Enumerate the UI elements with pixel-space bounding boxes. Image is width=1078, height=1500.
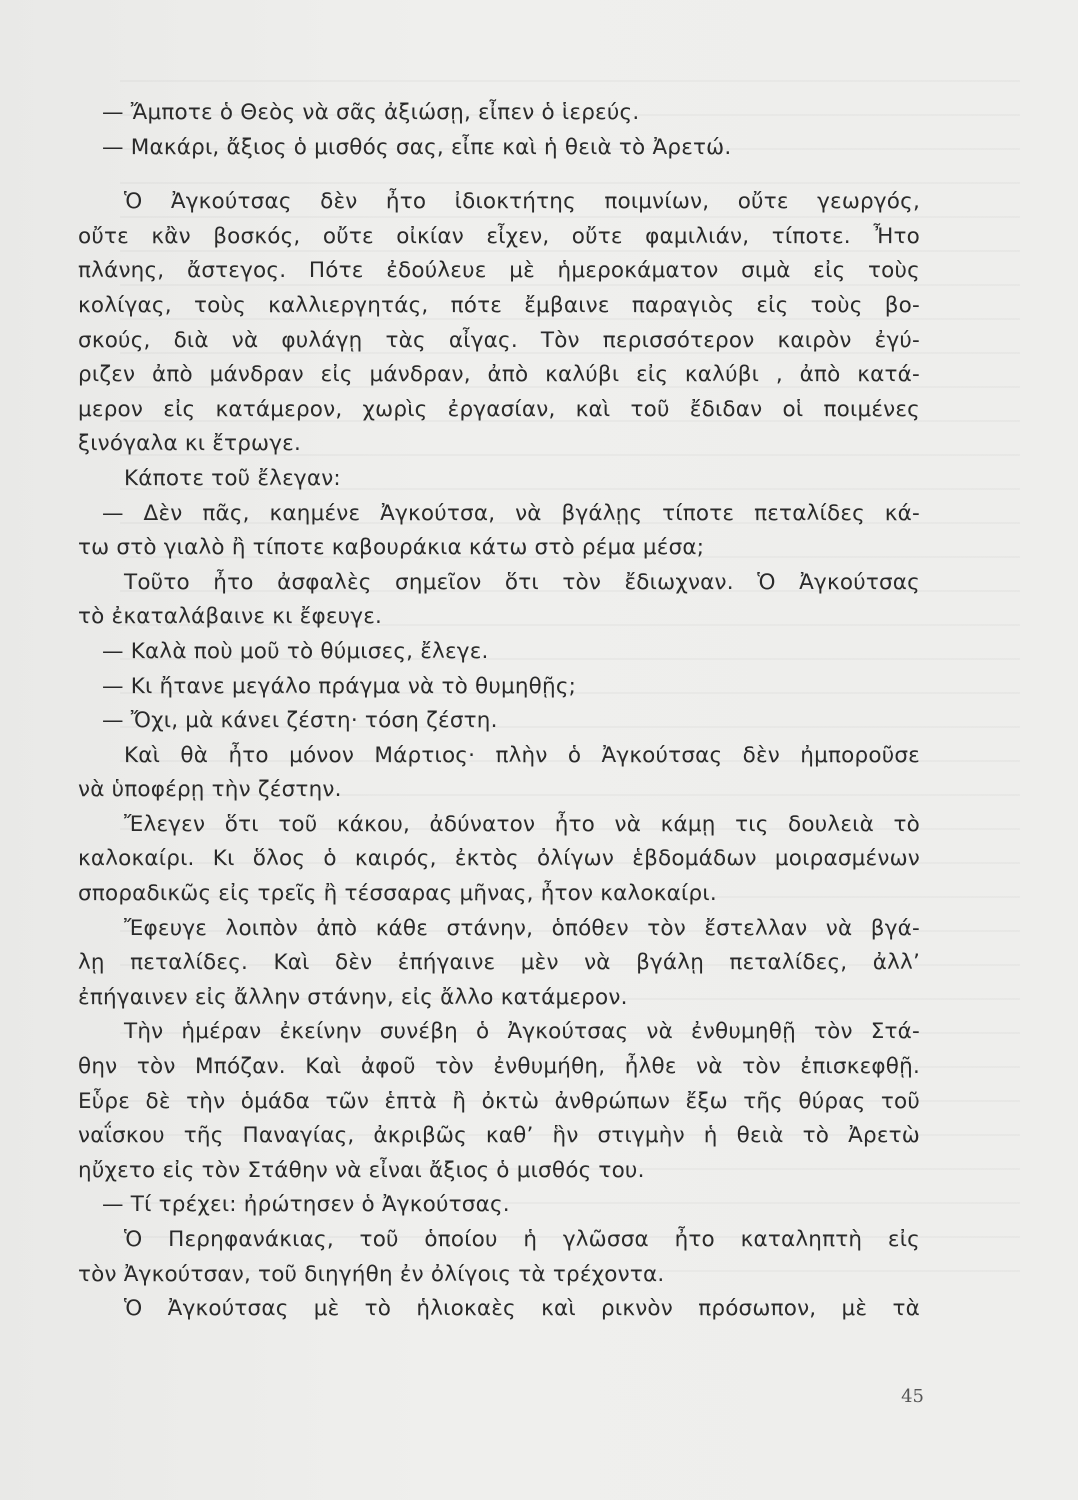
- text-line: σποραδικῶς εἰς τρεῖς ἢ τέσσαρας μῆνας, ἦτον καλοκαίρι.: [78, 881, 717, 907]
- text-line: λῃ πεταλίδες. Καὶ δὲν ἐπήγαινε μὲν νὰ βγάλῃ πεταλίδες, ἀλλ’: [78, 950, 920, 976]
- text-line: ηὔχετο εἰς τὸν Στάθην νὰ εἶναι ἄξιος ὁ μισθός του.: [78, 1157, 645, 1183]
- text-line: τὸν Ἀγκούτσαν, τοῦ διηγήθη ἐν ὀλίγοις τὰ τρέχοντα.: [78, 1261, 665, 1287]
- text-line: πλάνης, ἄστεγος. Πότε ἐδούλευε μὲ ἡμεροκάματον σιμὰ εἰς τοὺς: [78, 258, 920, 284]
- text-line: ναΐσκου τῆς Παναγίας, ἀκριβῶς καθ’ ἣν στιγμὴν ἡ θειὰ τὸ Ἀρετὼ: [78, 1123, 920, 1149]
- text-line: μερον εἰς κατάμερον, χωρὶς ἐργασίαν, καὶ τοῦ ἔδιδαν οἱ ποιμένες: [78, 396, 920, 422]
- text-line: σκούς, διὰ νὰ φυλάγῃ τὰς αἶγας. Τὸν περισσότερον καιρὸν ἐγύ-: [78, 327, 920, 353]
- section-gap: [78, 165, 920, 185]
- text-line: Τὴν ἡμέραν ἐκείνην συνέβη ὁ Ἀγκούτσας νὰ ἐνθυμηθῇ τὸν Στά-: [124, 1019, 920, 1045]
- text-line: — Μακάρι, ἄξιος ὁ μισθός σας, εἶπε καὶ ἡ θειὰ τὸ Ἀρετώ.: [102, 134, 732, 160]
- text-line: — Ὄχι, μὰ κάνει ζέστη· τόση ζέστη.: [102, 708, 498, 734]
- text-line: — Καλὰ ποὺ μοῦ τὸ θύμισες, ἔλεγε.: [102, 638, 489, 664]
- text-line: — Κι ἤτανε μεγάλο πράγμα νὰ τὸ θυμηθῇς;: [102, 673, 577, 699]
- text-line: — Δὲν πᾶς, καημένε Ἀγκούτσα, νὰ βγάλῃς τίποτε πεταλίδες κά-: [102, 500, 920, 526]
- text-line: τὸ ἐκαταλάβαινε κι ἔφευγε.: [78, 604, 383, 630]
- text-line: Ὁ Ἀγκούτσας δὲν ἦτο ἰδιοκτήτης ποιμνίων, οὔτε γεωργός,: [124, 189, 920, 215]
- text-line: Ἔφευγε λοιπὸν ἀπὸ κάθε στάνην, ὁπόθεν τὸν ἔστελλαν νὰ βγά-: [124, 915, 920, 941]
- text-line: κολίγας, τοὺς καλλιεργητάς, πότε ἔμβαινε παραγιὸς εἰς τοὺς βο-: [78, 292, 920, 318]
- text-line: ξινόγαλα κι ἔτρωγε.: [78, 431, 302, 457]
- text-line: Εὗρε δὲ τὴν ὁμάδα τῶν ἑπτὰ ἢ ὀκτὼ ἀνθρώπων ἔξω τῆς θύρας τοῦ: [78, 1088, 920, 1114]
- text-line: — Ἄμποτε ὁ Θεὸς νὰ σᾶς ἀξιώσῃ, εἶπεν ὁ ἱερεύς.: [102, 100, 640, 125]
- text-line: ἐπήγαινεν εἰς ἄλλην στάνην, εἰς ἄλλο κατάμερον.: [78, 984, 628, 1010]
- page-number: 45: [901, 1386, 924, 1407]
- text-line: Κάποτε τοῦ ἔλεγαν:: [124, 465, 341, 491]
- text-line: νὰ ὑποφέρῃ τὴν ζέστην.: [78, 777, 342, 803]
- text-line: οὔτε κἂν βοσκός, οὔτε οἰκίαν εἶχεν, οὔτε φαμιλιάν, τίποτε. Ἦτο: [78, 223, 920, 249]
- text-line: — Τί τρέχει: ἠρώτησεν ὁ Ἀγκούτσας.: [102, 1192, 510, 1218]
- text-line: τω στὸ γιαλὸ ἢ τίποτε καβουράκια κάτω στὸ ρέμα μέσα;: [78, 535, 705, 561]
- text-line: Ἔλεγεν ὅτι τοῦ κάκου, ἀδύνατον ἦτο νὰ κάμῃ τις δουλειὰ τὸ: [124, 811, 920, 837]
- text-line: θην τὸν Μπόζαν. Καὶ ἀφοῦ τὸν ἐνθυμήθη, ἦλθε νὰ τὸν ἐπισκεφθῇ.: [78, 1054, 920, 1080]
- text-line: Καὶ θὰ ἦτο μόνον Μάρτιος· πλὴν ὁ Ἀγκούτσας δὲν ἠμποροῦσε: [124, 742, 920, 768]
- page-text: [78, 96, 920, 1327]
- text-line: ριζεν ἀπὸ μάνδραν εἰς μάνδραν, ἀπὸ καλύβι εἰς καλύβι , ἀπὸ κατά-: [78, 362, 920, 388]
- text-line: Ὁ Περηφανάκιας, τοῦ ὁποίου ἡ γλῶσσα ἦτο καταληπτὴ εἰς: [124, 1227, 920, 1252]
- text-line: Τοῦτο ἦτο ἀσφαλὲς σημεῖον ὅτι τὸν ἔδιωχναν. Ὁ Ἀγκούτσας: [124, 569, 920, 595]
- text-line: Ὁ Ἀγκούτσας μὲ τὸ ἡλιοκαὲς καὶ ρικνὸν πρόσωπον, μὲ τὰ: [124, 1296, 920, 1322]
- text-line: καλοκαίρι. Κι ὅλος ὁ καιρός, ἐκτὸς ὀλίγων ἑβδομάδων μοιρασμένων: [78, 846, 920, 872]
